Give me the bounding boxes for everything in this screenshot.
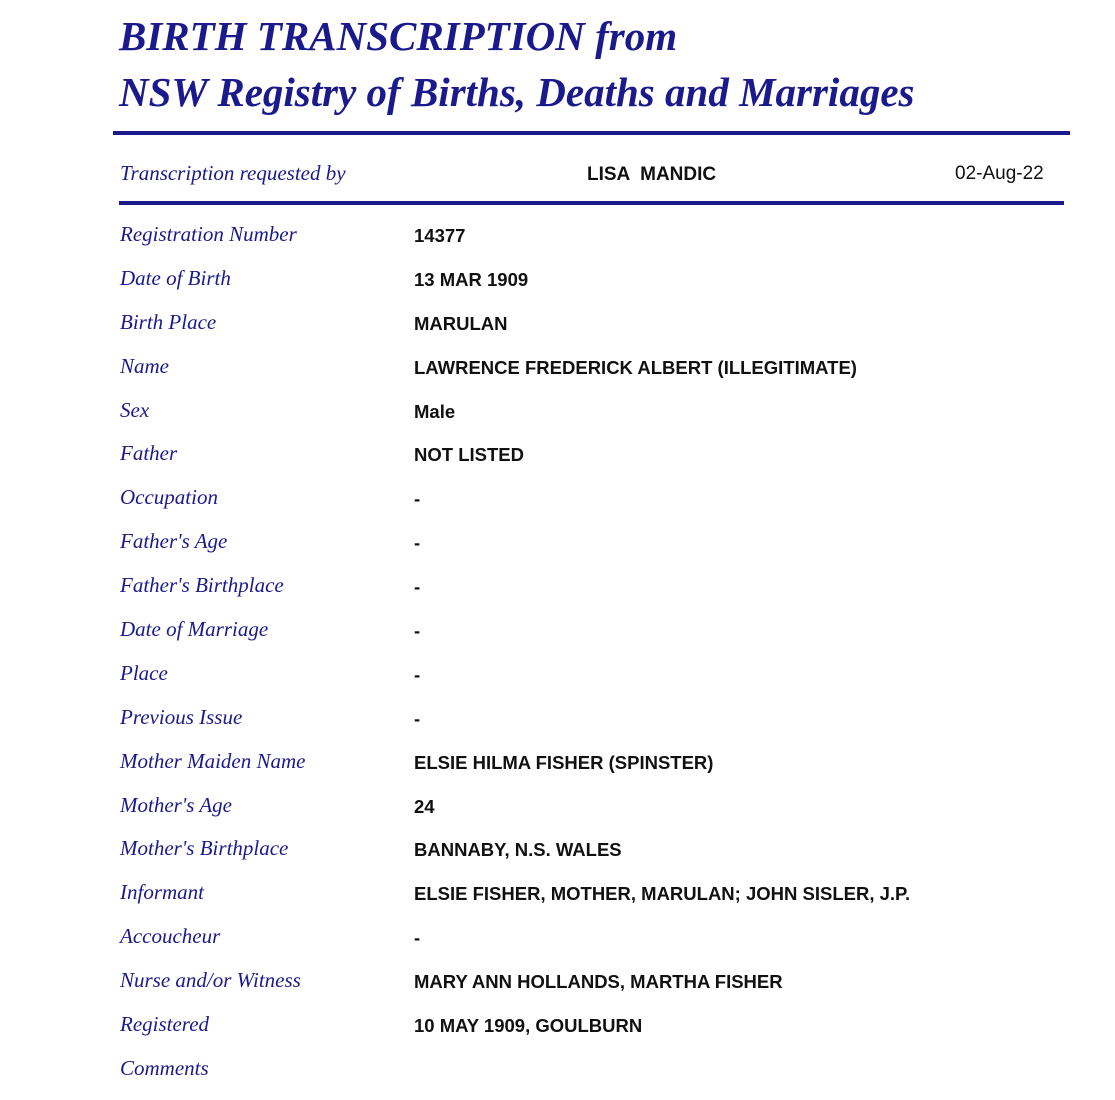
field-value: 14377 <box>414 225 466 246</box>
field-label: Registered <box>120 1012 210 1037</box>
field-label: Father's Birthplace <box>120 573 284 598</box>
field-label: Mother's Age <box>120 792 233 817</box>
field-label: Mother Maiden Name <box>120 748 306 773</box>
field-value: - <box>414 532 421 554</box>
field-label: Informant <box>120 880 204 905</box>
field-value: MARULAN <box>414 312 508 334</box>
field-value: - <box>414 488 421 510</box>
field-row <box>0 573 1115 617</box>
field-label: Accoucheur <box>120 924 221 949</box>
field-value: LAWRENCE FREDERICK ALBERT (ILLEGITIMATE) <box>414 356 857 378</box>
field-label: Comments <box>120 1055 209 1080</box>
field-label: Mother's Birthplace <box>120 836 289 861</box>
field-row <box>0 398 1115 442</box>
requester-name: LISA MANDIC <box>587 164 717 185</box>
field-value: - <box>414 707 421 729</box>
field-row <box>0 354 1115 398</box>
header-divider <box>113 131 1070 135</box>
field-value: BANNABY, N.S. WALES <box>414 839 622 861</box>
field-row <box>0 924 1115 968</box>
request-date: 02-Aug-22 <box>955 163 1044 184</box>
field-label: Nurse and/or Witness <box>120 968 301 993</box>
field-value: NOT LISTED <box>414 444 524 466</box>
field-label: Father <box>120 441 178 466</box>
request-label: Transcription requested by <box>120 161 346 185</box>
field-value: 13 MAR 1909 <box>414 268 529 290</box>
field-value: - <box>414 663 421 685</box>
field-row <box>0 310 1115 354</box>
field-value: 24 <box>414 795 435 817</box>
field-row <box>0 749 1115 793</box>
field-value: - <box>414 576 421 598</box>
field-row <box>0 266 1115 310</box>
field-row <box>0 661 1115 705</box>
field-label: Birth Place <box>120 309 217 334</box>
field-value: Male <box>414 400 456 422</box>
field-label: Father's Age <box>120 529 228 554</box>
request-divider <box>119 201 1064 205</box>
field-row <box>0 529 1115 573</box>
field-label: Occupation <box>120 485 218 510</box>
field-row <box>0 968 1115 1012</box>
field-row <box>0 222 1115 266</box>
field-row <box>0 1056 1115 1100</box>
field-label: Place <box>120 660 168 685</box>
field-label: Previous Issue <box>120 704 243 729</box>
field-row <box>0 1012 1115 1056</box>
field-row <box>0 793 1115 837</box>
field-row <box>0 441 1115 485</box>
field-value: ELSIE HILMA FISHER (SPINSTER) <box>414 751 714 773</box>
field-row <box>0 617 1115 661</box>
field-row <box>0 485 1115 529</box>
field-row <box>0 836 1115 880</box>
field-label: Date of Marriage <box>120 617 269 642</box>
field-row <box>0 880 1115 924</box>
transcription-fields <box>0 222 1115 1100</box>
document-title-line-2: NSW Registry of Births, Deaths and Marriages <box>119 69 915 115</box>
field-value: - <box>414 927 421 949</box>
field-label: Registration Number <box>120 222 297 246</box>
field-label: Sex <box>120 397 150 422</box>
field-row <box>0 705 1115 749</box>
field-value: - <box>414 620 421 642</box>
field-value: ELSIE FISHER, MOTHER, MARULAN; JOHN SISLER, J.P. <box>414 883 911 905</box>
field-label: Name <box>120 353 169 378</box>
document-title-line-1: BIRTH TRANSCRIPTION from <box>119 13 678 59</box>
field-label: Date of Birth <box>120 265 231 290</box>
field-value: MARY ANN HOLLANDS, MARTHA FISHER <box>414 971 783 993</box>
field-value: 10 MAY 1909, GOULBURN <box>414 1015 643 1037</box>
